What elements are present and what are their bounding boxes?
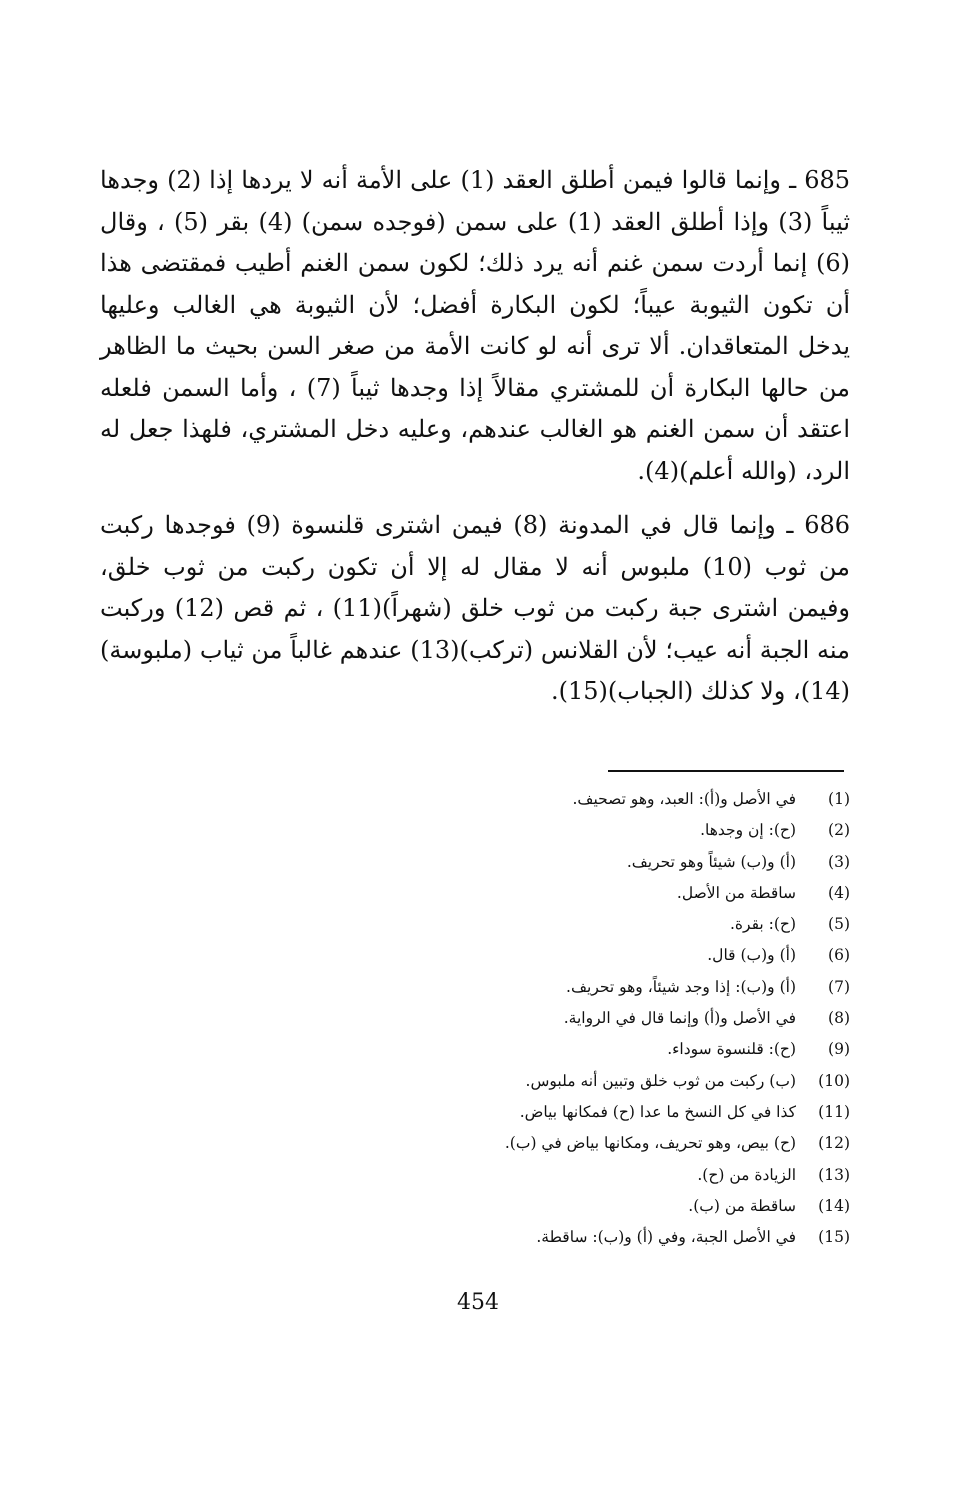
footnote-number: (1)	[828, 790, 850, 808]
paragraph-number: 686	[804, 511, 850, 539]
footnote-number: (2)	[828, 821, 850, 840]
footnote	[380, 1103, 850, 1134]
footnote	[380, 1197, 850, 1228]
footnote-text: في الأصل و(أ): العبد، وهو تصحيف.	[572, 790, 796, 808]
footnote-text: ساقطة من (ب).	[688, 1196, 796, 1215]
footnote	[380, 978, 850, 1009]
footnote-number: (5)	[828, 915, 850, 934]
footnote-number: (8)	[828, 1009, 850, 1028]
footnote-text: (ح): إن وجدها.	[700, 821, 796, 840]
footnote	[380, 915, 850, 946]
paragraph-686	[100, 505, 850, 713]
footnote	[380, 790, 850, 821]
footnote	[380, 1009, 850, 1040]
footnote-separator	[608, 770, 844, 772]
footnote-text: (أ) و(ب) شيئاً وهو تحريف.	[626, 852, 796, 871]
paragraph-685	[100, 160, 850, 492]
footnotes-list	[380, 790, 850, 1259]
paragraph-number: 685	[804, 166, 851, 194]
footnote-number: (14)	[818, 1196, 850, 1215]
footnote	[380, 821, 850, 852]
footnote	[380, 1166, 850, 1197]
page-number: 454	[457, 1290, 499, 1315]
footnote	[380, 1040, 850, 1071]
footnote-text: (ب) ركبت من ثوب خلق وتبين أنه ملبوس.	[525, 1071, 796, 1090]
footnote-text: في الأصل الجبة، وفي (أ) و(ب): ساقطة.	[536, 1228, 796, 1247]
footnote	[380, 946, 850, 977]
footnote-text: في الأصل و(أ) وإنما قال في الرواية.	[563, 1009, 796, 1028]
footnote-text: (ح): قلنسوة سوداء.	[667, 1040, 796, 1059]
footnote-text: (ح) بيص، وهو تحريف، ومكانها بياض في (ب).	[504, 1134, 796, 1153]
footnote	[380, 853, 850, 884]
footnote-text: (ح): بقرة.	[729, 915, 796, 934]
footnote-number: (10)	[818, 1071, 850, 1090]
footnote	[380, 1134, 850, 1165]
footnote-number: (13)	[818, 1165, 850, 1184]
paragraph-text: ـ وإنما قالوا فيمن أطلق العقد (1) على الأمة أنه لا يردها إذا (2) وجدها ثيباً (3) وإذا أطلق العقد (1) على سمن (فوجده سمن) (4) بقر (5) ، وقال (6) إنما أردت سمن غنم أنه يرد ذلك؛ لكون سمن الغنم أطيب فمقتضى هذا أن تكون الثيوبة عيباً؛ لكون البكارة أفضل؛ لأن الثيوبة هي الغالب وعليها يدخل المتعاقدان. ألا ترى أنه لو كانت الأمة من صغر السن بحيث ما الظاهر من حالها البكارة أن للمشتري مقالاً إذا وجدها ثيباً (7) ، وأما السمن فلعله اعتقد أن سمن الغنم هو الغالب عندهم، وعليه دخل المشتري، فلهذا جعل له الرد، (والله أعلم)(4).	[100, 166, 851, 485]
footnote-text: الزيادة من (ح).	[697, 1165, 796, 1184]
footnote-number: (15)	[818, 1228, 850, 1247]
paragraph-text: ـ وإنما قال في المدونة (8) فيمن اشترى قلنسوة (9) فوجدها ركبت من ثوب (10) ملبوس أنه لا مقال له إلا أن تكون ركبت من ثوب خلق، وفيمن اشترى جبة ركبت من ثوب خلق (شهراً)(11) ، ثم قص (12) وركبت منه الجبة أنه عيب؛ لأن القلانس (تركب)(13) عندهم غالباً من ثياب (ملبوسة)(14)، ولا كذلك (الجباب)(15).	[100, 511, 851, 705]
footnote-number: (4)	[828, 883, 850, 902]
footnote	[380, 884, 850, 915]
footnote	[380, 1072, 850, 1103]
footnote-text: ساقطة من الأصل.	[676, 883, 796, 902]
footnote-text: (أ) و(ب): إذا وجد شيئاً، وهو تحريف.	[566, 977, 796, 996]
footnote-number: (9)	[828, 1040, 850, 1059]
footnote-text: كذا في كل النسخ ما عدا (ح) فمكانها بياض.	[519, 1102, 796, 1121]
footnote-number: (11)	[818, 1102, 850, 1121]
footnote-number: (6)	[828, 946, 850, 965]
footnote	[380, 1228, 850, 1259]
footnote-number: (7)	[828, 977, 850, 996]
footnote-number: (3)	[828, 852, 850, 871]
footnote-number: (12)	[818, 1134, 850, 1153]
footnote-text: (أ) و(ب) قال.	[707, 946, 796, 965]
